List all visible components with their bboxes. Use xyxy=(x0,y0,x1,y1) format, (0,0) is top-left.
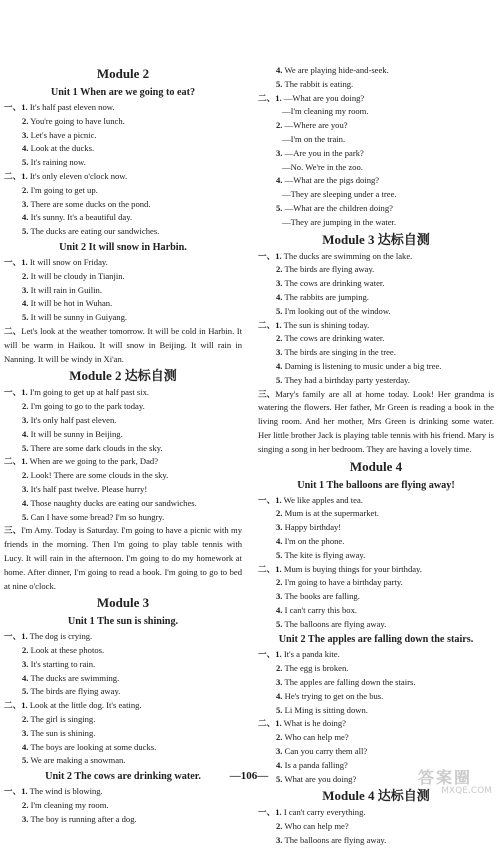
answer-line xyxy=(4,428,242,442)
answer-text: The rabbit is eating. xyxy=(284,78,354,89)
answer-line xyxy=(4,198,242,212)
answer-text: We are making a snowman. xyxy=(30,755,126,766)
answer-line xyxy=(258,250,494,264)
item-number: 4. xyxy=(22,741,29,752)
item-number: 1. xyxy=(275,718,282,729)
answer-line xyxy=(258,820,494,834)
item-number: 3. xyxy=(22,483,29,494)
watermark-text: 答案圈 xyxy=(418,768,473,787)
item-number: 4. xyxy=(276,759,283,770)
unit-heading: Unit 2 It will snow in Harbin. xyxy=(59,241,187,253)
item-number: 5. xyxy=(22,442,29,453)
answer-line xyxy=(4,799,242,813)
item-number: 2. xyxy=(276,264,283,275)
item-number: 3. xyxy=(276,591,283,602)
answer-text: It's a panda kite. xyxy=(283,649,340,660)
section-label: 一、 xyxy=(258,807,276,818)
item-number: 1. xyxy=(21,256,28,267)
item-number: 2. xyxy=(276,577,283,588)
answer-line xyxy=(258,147,494,161)
answer-line xyxy=(4,142,242,156)
answer-line xyxy=(4,297,242,311)
section-label: 二、 xyxy=(258,319,276,330)
item-number: 4. xyxy=(22,497,29,508)
answer-text: Look at the little dog. It's eating. xyxy=(29,700,142,711)
answer-line xyxy=(258,133,494,147)
answer-text: Let's have a picnic. xyxy=(30,129,97,140)
unit-heading: Unit 1 The sun is shining. xyxy=(67,616,179,628)
answer-line xyxy=(4,455,242,469)
answer-text: The girl is singing. xyxy=(30,714,96,725)
answer-line xyxy=(258,161,494,175)
item-number: 1. xyxy=(21,102,28,112)
answer-line xyxy=(4,284,242,298)
answer-line xyxy=(4,311,242,325)
section-label: 一、 xyxy=(4,786,22,797)
item-number: 5. xyxy=(276,374,283,385)
page-number: —106— xyxy=(229,770,269,782)
answer-line xyxy=(4,211,242,225)
item-number: 2. xyxy=(22,800,29,811)
answer-line xyxy=(258,604,494,618)
answer-text: I'm cleaning my room. xyxy=(30,800,109,811)
answer-line xyxy=(4,713,242,727)
answer-text: The birds are flying away. xyxy=(284,264,375,275)
section-label: 二、 xyxy=(258,718,276,729)
paragraph-text: Let's look at the weather tomorrow. It will be cold in Harbin. It will be warm in Haikou. It will snow in Beijing. It will rain in Nanning. It will be windy in Xi'an. xyxy=(4,325,242,364)
unit-heading: Unit 2 The apples are falling down the stairs. xyxy=(278,634,474,646)
answer-line xyxy=(258,277,494,291)
answer-line xyxy=(4,813,242,827)
answer-text: The books are falling. xyxy=(284,591,360,602)
answer-text: The rabbits are jumping. xyxy=(284,291,369,302)
answer-text: The dog is crying. xyxy=(29,631,93,642)
answer-line xyxy=(258,590,494,604)
item-number: 4. xyxy=(276,604,283,615)
answer-text: —No. We're in the zoo. xyxy=(282,161,363,172)
module-heading: Module 4 xyxy=(349,458,403,474)
answer-line xyxy=(4,658,242,672)
item-number: 1. xyxy=(21,786,28,797)
answer-line xyxy=(4,497,242,511)
answer-text: It will be sunny in Beijing. xyxy=(30,428,123,439)
item-number: 2. xyxy=(22,270,29,281)
item-number: 2. xyxy=(22,401,29,412)
item-number: 2. xyxy=(276,333,283,344)
answer-line xyxy=(4,414,242,428)
answer-text: The cows are drinking water. xyxy=(284,278,385,289)
answer-text: —Are you in the park? xyxy=(284,147,364,158)
answer-text: Is a panda falling? xyxy=(284,759,348,770)
section-label: 三、 xyxy=(258,388,276,399)
answer-line xyxy=(258,494,494,508)
answer-text: —What are you doing? xyxy=(283,92,365,103)
answer-text: The birds are singing in the tree. xyxy=(284,347,396,358)
item-number: 5. xyxy=(22,755,29,766)
answer-text: It's sunny. It's a beautiful day. xyxy=(30,212,133,223)
item-number: 3. xyxy=(276,677,283,688)
item-number: 3. xyxy=(276,278,283,289)
section-label: 二、 xyxy=(258,92,276,103)
item-number: 3. xyxy=(276,835,283,846)
item-number: 1. xyxy=(275,319,282,330)
item-number: 3. xyxy=(276,746,283,757)
item-number: 5. xyxy=(22,226,29,237)
module-heading: Module 3 达标自测 xyxy=(322,231,430,247)
answer-line xyxy=(258,535,494,549)
answer-line xyxy=(4,225,242,239)
answer-line xyxy=(258,507,494,521)
answer-line xyxy=(258,704,494,718)
watermark-domain: MXQE.COM xyxy=(441,786,492,796)
answer-text: It will rain in Guilin. xyxy=(30,284,102,295)
paragraph-text: Mary's family are all at home today. Look! Her grandma is watering the flowers. Her father, Mr Green is reading a book in the living room. And her mother, Mrs Green is drinking some water. Her little brother Jack is playing table tennis with his friend. Mary is singing a song in her bedroom. They are having a lovely time. xyxy=(258,388,494,454)
answer-text: He's trying to get on the bus. xyxy=(284,690,384,701)
answer-text: The apples are falling down the stairs. xyxy=(284,677,416,688)
section-label: 二、 xyxy=(4,700,22,711)
answer-line xyxy=(258,745,494,759)
answer-text: —What are the children doing? xyxy=(284,202,393,213)
item-number: 2. xyxy=(276,508,283,519)
item-number: 1. xyxy=(21,387,28,398)
item-number: 5. xyxy=(22,686,29,697)
answer-line xyxy=(4,511,242,525)
answer-line xyxy=(4,741,242,755)
answer-line xyxy=(258,648,494,662)
answer-text: The ducks are eating our sandwiches. xyxy=(30,226,160,237)
item-number: 2. xyxy=(22,714,29,725)
item-number: 2. xyxy=(276,732,283,743)
item-number: 5. xyxy=(276,618,283,629)
section-label: 一、 xyxy=(258,494,276,505)
item-number: 5. xyxy=(276,549,283,560)
item-number: 3. xyxy=(276,522,283,533)
section-label: 二、 xyxy=(4,170,22,181)
answer-line xyxy=(4,170,242,184)
answer-line xyxy=(258,263,494,277)
answer-text: It's raining now. xyxy=(30,157,86,168)
answer-text: The egg is broken. xyxy=(284,663,349,674)
left-column xyxy=(4,64,242,827)
item-number: 1. xyxy=(275,649,282,660)
answer-text: What is he doing? xyxy=(283,718,346,729)
answer-text: I'm going to get up at half past six. xyxy=(29,387,150,398)
answer-text: I'm going to have a birthday party. xyxy=(284,577,403,588)
answer-text: It will be cloudy in Tianjin. xyxy=(30,270,125,281)
answer-text: Happy birthday! xyxy=(284,522,342,533)
item-number: 4. xyxy=(22,298,29,309)
answer-text: What are you doing? xyxy=(284,773,357,784)
item-number: 2. xyxy=(276,821,283,832)
answer-line xyxy=(258,92,494,106)
answer-text: The sun is shining. xyxy=(30,727,96,738)
section-label: 一、 xyxy=(4,631,22,642)
answer-line xyxy=(4,115,242,129)
answer-line xyxy=(258,806,494,820)
item-number: 4. xyxy=(276,535,283,546)
answer-line xyxy=(258,690,494,704)
item-number: 1. xyxy=(275,250,282,261)
answer-line xyxy=(258,202,494,216)
answer-line xyxy=(258,78,494,92)
answer-line xyxy=(258,291,494,305)
unit-heading: Unit 1 When are we going to eat? xyxy=(50,87,196,98)
answer-text: We are playing hide-and-seek. xyxy=(284,65,389,75)
item-number: 4. xyxy=(276,690,283,701)
answer-text: Look at the ducks. xyxy=(30,143,95,154)
module-heading: Module 4 达标自测 xyxy=(322,788,430,804)
item-number: 4. xyxy=(22,143,29,154)
answer-line xyxy=(258,119,494,133)
item-number: 5. xyxy=(276,202,283,213)
item-number: 1. xyxy=(21,631,28,642)
paragraph-text: I'm Amy. Today is Saturday. I'm going to have a picnic with my friends in the morning. Then I'm going to play table tennis with Lucy. It will rain in the afternoon. I'm going to do my homework at home. After dinner, I'm going to read a book. I'm going to go to bed at nine o'clock. xyxy=(4,525,242,591)
item-number: 2. xyxy=(276,663,283,674)
answer-line xyxy=(258,731,494,745)
answer-line xyxy=(4,386,242,400)
answer-text: Look at these photos. xyxy=(30,645,105,656)
answer-text: It's half past twelve. Please hurry! xyxy=(30,483,148,494)
item-number: 1. xyxy=(21,456,28,467)
answer-line xyxy=(258,216,494,230)
answer-line xyxy=(258,188,494,202)
answer-text: Can you carry them all? xyxy=(284,746,368,757)
answer-line xyxy=(4,469,242,483)
item-number: 2. xyxy=(22,115,29,126)
section-label: 一、 xyxy=(4,387,22,398)
answer-line xyxy=(4,685,242,699)
answer-line xyxy=(258,576,494,590)
item-number: 3. xyxy=(22,727,29,738)
answer-text: It's only eleven o'clock now. xyxy=(29,170,128,181)
section-label: 三、 xyxy=(4,525,22,536)
answer-paragraph xyxy=(258,388,494,457)
answer-paragraph xyxy=(4,325,242,366)
item-number: 3. xyxy=(276,347,283,358)
answer-line xyxy=(258,332,494,346)
item-number: 2. xyxy=(276,120,283,131)
answer-line xyxy=(258,374,494,388)
answer-line xyxy=(4,184,242,198)
item-number: 4. xyxy=(276,65,283,75)
answer-line xyxy=(4,101,242,115)
item-number: 4. xyxy=(22,212,29,223)
item-number: 4. xyxy=(276,291,283,302)
module-heading: Module 3 xyxy=(96,595,150,611)
answer-text: The ducks are swimming on the lake. xyxy=(283,250,413,261)
answer-text: The sun is shining today. xyxy=(283,319,370,330)
answer-text: Mum is at the supermarket. xyxy=(284,508,379,519)
answer-line xyxy=(258,346,494,360)
answer-text: —Where are you? xyxy=(284,120,348,131)
item-number: 3. xyxy=(22,129,29,140)
answer-text: It's half past eleven now. xyxy=(29,102,115,112)
answer-line xyxy=(258,549,494,563)
item-number: 2. xyxy=(22,645,29,656)
answer-text: There are some dark clouds in the sky. xyxy=(30,442,163,453)
item-number: 1. xyxy=(275,807,282,818)
unit-heading: Unit 1 The balloons are flying away! xyxy=(297,479,455,491)
item-number: 5. xyxy=(276,773,283,784)
watermark-logo xyxy=(418,770,492,796)
answer-line xyxy=(258,834,494,848)
answer-line xyxy=(258,64,494,78)
answer-text: The wind is blowing. xyxy=(29,786,103,797)
module-heading: Module 2 达标自测 xyxy=(69,368,177,384)
answer-text: —They are jumping in the water. xyxy=(282,216,397,227)
section-label: 一、 xyxy=(4,102,22,112)
item-number: 3. xyxy=(22,658,29,669)
answer-text: I'm on the phone. xyxy=(284,535,345,546)
answer-text: Look! There are some clouds in the sky. xyxy=(30,470,169,481)
answer-line xyxy=(258,563,494,577)
section-label: 二、 xyxy=(4,456,22,467)
answer-line xyxy=(4,442,242,456)
answer-line xyxy=(258,676,494,690)
item-number: 1. xyxy=(275,494,282,505)
answer-line xyxy=(4,630,242,644)
unit-heading: Unit 2 The cows are drinking water. xyxy=(45,771,201,783)
answer-line xyxy=(4,256,242,270)
answer-line xyxy=(258,662,494,676)
answer-line xyxy=(258,105,494,119)
section-label: 一、 xyxy=(4,256,22,267)
item-number: 3. xyxy=(22,813,29,824)
item-number: 5. xyxy=(22,157,29,168)
answer-text: I'm looking out of the window. xyxy=(284,305,391,316)
answer-text: You're going to have lunch. xyxy=(30,115,125,126)
item-number: 1. xyxy=(275,92,282,103)
item-number: 5. xyxy=(22,312,29,323)
answer-line xyxy=(4,785,242,799)
answer-paragraph xyxy=(4,524,242,593)
answer-text: There are some ducks on the pond. xyxy=(30,198,151,209)
item-number: 4. xyxy=(276,175,283,186)
item-number: 2. xyxy=(22,184,29,195)
answer-text: Who can help me? xyxy=(284,821,349,832)
answer-line xyxy=(4,400,242,414)
answer-line xyxy=(258,305,494,319)
answer-text: —I'm cleaning my room. xyxy=(282,106,369,117)
answer-text: Li Ming is sitting down. xyxy=(284,704,368,715)
item-number: 5. xyxy=(22,511,29,522)
section-label: 二、 xyxy=(4,325,22,336)
answer-text: Daming is listening to music under a big tree. xyxy=(284,360,442,371)
answer-line xyxy=(4,483,242,497)
answer-text: It's only half past eleven. xyxy=(30,414,117,425)
answer-text: Can I have some bread? I'm so hungry. xyxy=(30,511,165,522)
item-number: 3. xyxy=(22,414,29,425)
answer-line xyxy=(4,129,242,143)
answer-text: It will be sunny in Guiyang. xyxy=(30,312,128,323)
answer-line xyxy=(4,699,242,713)
answer-line xyxy=(4,156,242,170)
answer-line xyxy=(258,521,494,535)
answer-text: I can't carry everything. xyxy=(283,807,366,818)
answer-text: The boy is running after a dog. xyxy=(30,813,137,824)
answer-line xyxy=(4,754,242,768)
answer-text: The ducks are swimming. xyxy=(30,672,120,683)
item-number: 4. xyxy=(22,672,29,683)
item-number: 3. xyxy=(22,284,29,295)
answer-text: We like apples and tea. xyxy=(283,494,363,505)
item-number: 3. xyxy=(22,198,29,209)
answer-text: Mum is buying things for your birthday. xyxy=(283,563,422,574)
section-label: 二、 xyxy=(258,563,276,574)
answer-text: The cows are drinking water. xyxy=(284,333,385,344)
answer-line xyxy=(258,360,494,374)
item-number: 1. xyxy=(21,700,28,711)
answer-text: The balloons are flying away. xyxy=(284,618,387,629)
module-heading: Module 2 xyxy=(96,66,150,81)
answer-line xyxy=(258,618,494,632)
answer-line xyxy=(4,644,242,658)
answer-text: The boys are looking at some ducks. xyxy=(30,741,157,752)
item-number: 3. xyxy=(276,147,283,158)
section-label: 一、 xyxy=(258,250,276,261)
item-number: 5. xyxy=(276,305,283,316)
answer-text: Those naughty ducks are eating our sandwiches. xyxy=(30,497,197,508)
answer-line xyxy=(4,727,242,741)
right-column xyxy=(258,64,494,848)
item-number: 2. xyxy=(22,470,29,481)
answer-text: I'm going to get up. xyxy=(30,184,98,195)
item-number: 4. xyxy=(22,428,29,439)
answer-text: I'm going to go to the park today. xyxy=(30,401,145,412)
answer-text: Who can help me? xyxy=(284,732,349,743)
answer-text: —They are sleeping under a tree. xyxy=(282,189,397,200)
answer-line xyxy=(258,319,494,333)
item-number: 5. xyxy=(276,78,283,89)
answer-line xyxy=(258,174,494,188)
answer-text: The balloons are flying away. xyxy=(284,835,387,846)
answer-text: The birds are flying away. xyxy=(30,686,121,697)
answer-line xyxy=(258,717,494,731)
answer-text: The kite is flying away. xyxy=(284,549,366,560)
answer-text: —I'm on the train. xyxy=(282,133,346,144)
item-number: 1. xyxy=(21,170,28,181)
item-number: 1. xyxy=(275,563,282,574)
item-number: 5. xyxy=(276,704,283,715)
answer-line xyxy=(4,270,242,284)
answer-text: They had a birthday party yesterday. xyxy=(284,374,410,385)
answer-text: When are we going to the park, Dad? xyxy=(29,456,159,467)
answer-text: It will be hot in Wuhan. xyxy=(30,298,113,309)
section-label: 一、 xyxy=(258,649,276,660)
item-number: 4. xyxy=(276,360,283,371)
answer-text: It will snow on Friday. xyxy=(29,256,108,267)
answer-text: I can't carry this box. xyxy=(284,604,358,615)
answer-text: —What are the pigs doing? xyxy=(284,175,380,186)
answer-text: It's starting to rain. xyxy=(30,658,96,669)
answer-line xyxy=(4,672,242,686)
